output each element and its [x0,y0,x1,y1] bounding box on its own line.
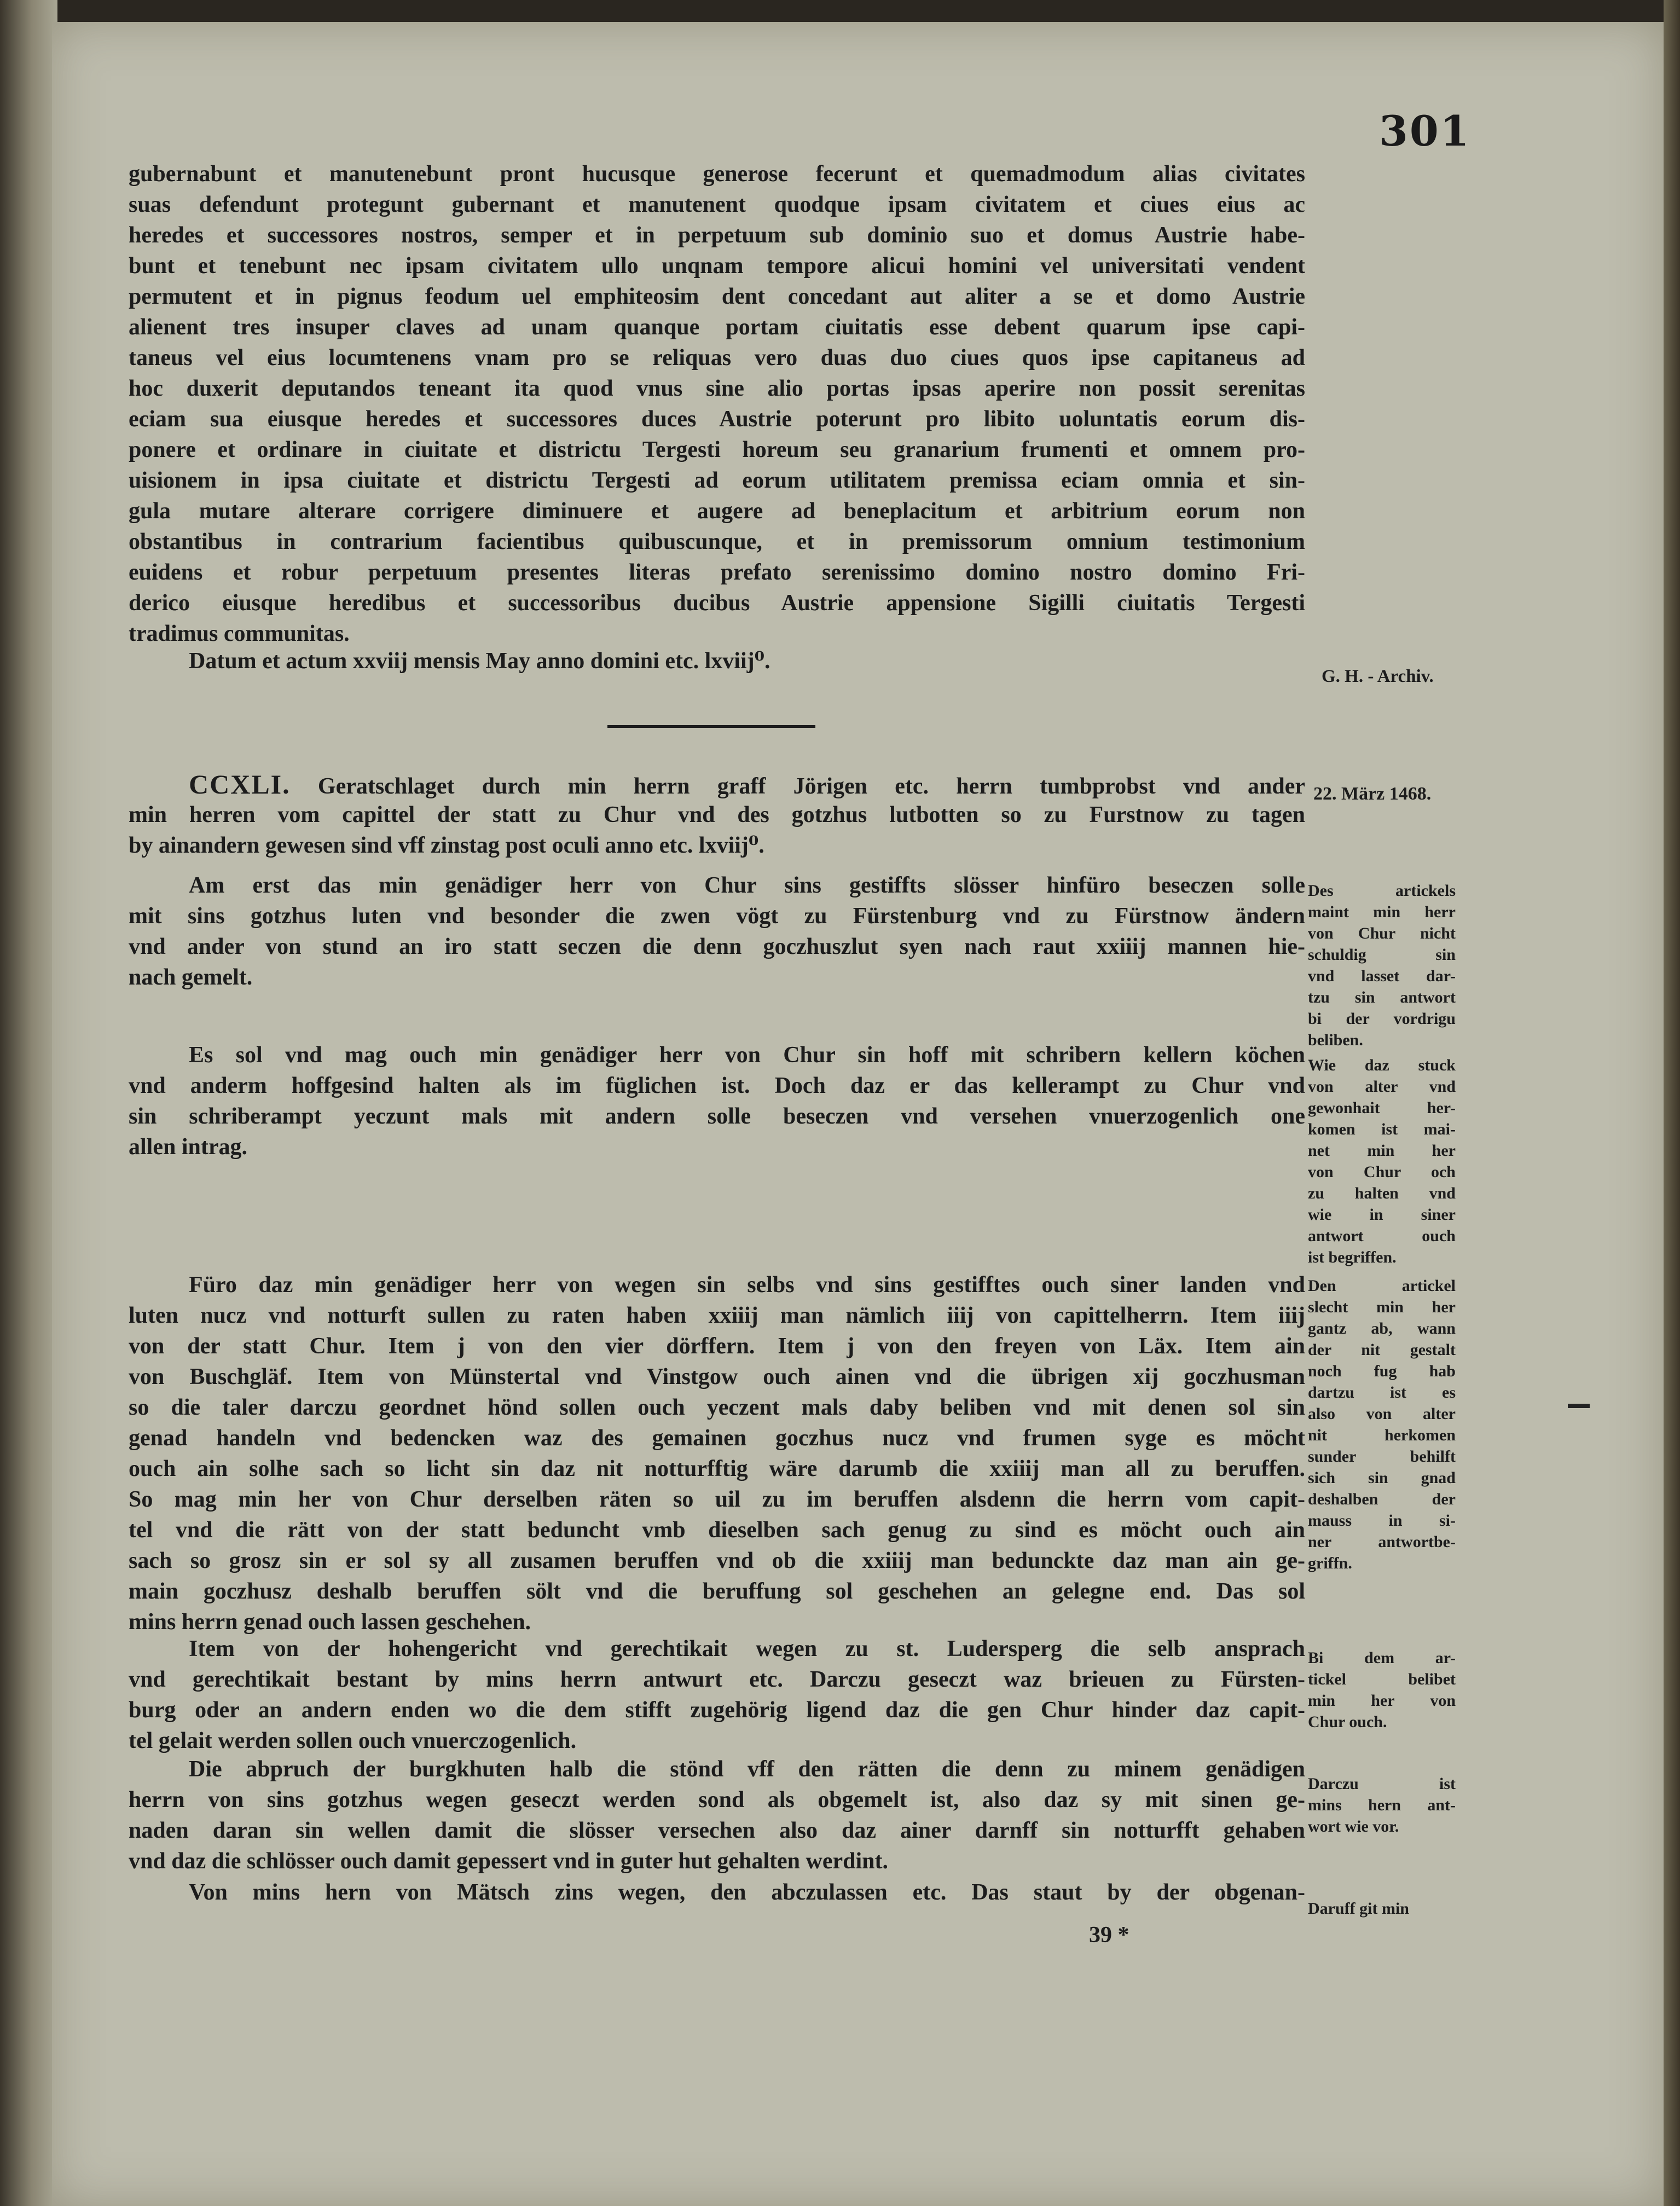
para3-line: so die taler darczu geordnet hönd sollen ouch yeczent mals daby beliben vnd mit denen sol sin [129,1395,1305,1420]
document-intro [129,769,1305,861]
para5-line: vnd daz die schlösser ouch damit gepessert vnd in guter hut gehalten werdint. [129,1849,889,1874]
para4-line: tel gelait werden sollen ouch vnuerczogenlich. [129,1728,577,1753]
para4-line: burg oder an andern enden wo die dem stifft zugehörig ligend daz die gen Chur hinder daz capit- [129,1698,1305,1723]
para3-line: von der statt Chur. Item j von den vier dörffern. Item j von den freyen von Läx. Item ain [129,1334,1305,1359]
paragraph-4 [129,1634,1305,1756]
note1-line: schuldig sin [1308,946,1456,964]
para3-line: main goczhusz deshalb beruffen sölt vnd die beruffung sol geschehen an gelegne end. Das sol [129,1579,1305,1604]
sec1-line: gula mutare alterare corrigere diminuere et augere ad beneplacitum et arbitrium eorum non [129,499,1305,524]
book-gutter [0,0,57,2206]
para5-line: naden daran sin wellen damit die slösser versechen also daz ainer darnff sin notturfft gehaben [129,1818,1305,1843]
note2-line: antwort ouch [1308,1227,1456,1245]
note6-line: Daruff git min [1308,1900,1409,1918]
note5-line: Darczu ist [1308,1775,1456,1793]
intro-line-1 [129,769,1305,800]
para3-line: mins herrn genad ouch lassen geschehen. [129,1609,531,1635]
para3-line: Füro daz min genädiger herr von wegen sin selbs vnd sins gestifftes ouch siner landen vnd [189,1272,1305,1298]
para6-line: Von mins hern von Mätsch zins wegen, den abczulassen etc. Das staut by der obgenan- [189,1880,1305,1905]
note5-line: wort wie vor. [1308,1817,1399,1836]
intro-text-1: Geratschlaget durch min herrn graff Jörigen etc. herrn tumbprobst vnd ander [290,774,1305,799]
sec1-line: alienent tres insuper claves ad unam quanque portam ciuitatis esse debent quarum ipse capi- [129,315,1305,340]
note3-line: nit herkomen [1308,1426,1456,1444]
note1-line: tzu sin antwort [1308,988,1456,1006]
note3-line: mauss in si- [1308,1512,1456,1530]
datum-line-block [129,646,1305,676]
para5-line: Die abpruch der burgkhuten halb die stönd vff den rätten die denn zu minem genädigen [189,1757,1305,1782]
paragraph-2 [129,1040,1305,1162]
note5-line: mins hern ant- [1308,1796,1456,1814]
sec1-line: heredes et successores nostros, semper et in perpetuum sub dominio suo et domus Austrie habe- [129,223,1305,248]
para1-line: Am erst das min genädiger herr von Chur sins gestiffts slösser hinfüro beseczen solle [189,873,1305,898]
note3-line: slecht min her [1308,1298,1456,1316]
sec1-line: euidens et robur perpetuum presentes literas prefato serenissimo domino nostro domino Fri- [129,560,1305,585]
sec1-line: eciam sua eiusque heredes et successores duces Austrie poterunt pro libito uoluntatis eorum dis- [129,407,1305,432]
document-number: CCXLI. [189,769,291,800]
sec1-line: suas defendunt protegunt gubernant et manutenent quodque ipsam civitatem et ciues eius ac [129,192,1305,217]
datum-line: Datum et actum xxviij mensis May anno domini etc. lxviij⁰. [189,649,771,674]
note3-line: deshalben der [1308,1490,1456,1508]
note4-line: min her von [1308,1692,1456,1710]
note1-line: beliben. [1308,1031,1363,1049]
page-number: 301 [1379,107,1471,155]
sec1-line: permutent et in pignus feodum uel emphiteosim dent concedant aut aliter a se et domo Austrie [129,284,1305,309]
para4-line: vnd gerechtikait bestant by mins herrn antwurt etc. Darczu geseczt waz brieuen zu Fürsten- [129,1667,1305,1692]
sec1-line: hoc duxerit deputandos teneant ita quod vnus sine alio portas ipsas aperire non possit serenitas [129,376,1305,401]
sec1-line: gubernabunt et manutenebunt pront hucusque generose fecerunt et quemadmodum alias civitates [129,161,1305,187]
page-edge [1664,0,1680,2206]
note1-line: bi der vordrigu [1308,1010,1456,1028]
note3-line: also von alter [1308,1405,1456,1423]
note4-line: tickel belibet [1308,1670,1456,1688]
note2-line: zu halten vnd [1308,1184,1456,1202]
paragraph-1 [129,870,1305,993]
margin-note-3 [1308,1275,1456,1574]
intro-line-3: by ainandern gewesen sind vff zinstag post oculi anno etc. lxviij⁰. [129,833,764,858]
ink-speck [1568,1404,1590,1408]
margin-note-4 [1308,1647,1456,1733]
note3-line: Den artickel [1308,1277,1456,1295]
para4-line: Item von der hohengericht vnd gerechtikait wegen zu st. Ludersperg die selb ansprach [189,1636,1305,1661]
margin-note-1 [1308,880,1456,1051]
sec1-line: taneus vel eius locumtenens vnam pro se reliquas vero duas duo ciues quos ipse capitaneus ad [129,345,1305,370]
note2-line: ist begriffen. [1308,1248,1397,1266]
sec1-line: derico eiusque heredibus et successoribus ducibus Austrie appensione Sigilli ciuitatis Tergesti [129,590,1305,616]
margin-note-2 [1308,1055,1456,1268]
date-note: 22. März 1468. [1313,784,1432,804]
para1-line: mit sins gotzhus luten vnd besonder die zwen vögt zu Fürstenburg vnd zu Fürstnow ändern [129,904,1305,929]
para5-line: herrn von sins gotzhus wegen geseczt werden sond als obgemelt ist, also daz sy mit sinen ge- [129,1787,1305,1813]
para3-line: sach so grosz sin er sol sy all zusamen beruffen vnd ob die xxiiij man beduncktе daz man ain ge- [129,1548,1305,1573]
sec1-line: uisionem in ipsa ciuitate et districtu Tergesti ad eorum utilitatem premissa eciam omnia et sin- [129,468,1305,493]
para2-line: sin schriberampt yeczunt mals mit andern solle beseczen vnd versehen vnuerzogenlich one [129,1104,1305,1129]
para3-line: von Buschgläf. Item von Münstertal vnd Vinstgow ouch ainen vnd die übrigen xij goczhusman [129,1364,1305,1389]
paragraph-3 [129,1270,1305,1637]
para3-line: ouch ain solhe sach so licht sin daz nit notturfftig wäre darumb die xxiiij man all zu beruffen. [129,1456,1305,1481]
section-divider [607,725,815,728]
para2-line: Es sol vnd mag ouch min genädiger herr von Chur sin hoff mit schribern kellern köchen [189,1043,1305,1068]
note4-line: Bi dem ar- [1308,1649,1456,1667]
note3-line: griffn. [1308,1554,1352,1572]
paragraph-6 [129,1877,1305,1908]
note2-line: net min her [1308,1142,1456,1160]
paragraph-5 [129,1754,1305,1877]
note2-line: gewonhait her- [1308,1099,1456,1117]
note1-line: maint min herr [1308,903,1456,921]
note3-line: sunder behilft [1308,1447,1456,1466]
sec1-line: ponere et ordinare in ciuitate et districtu Tergesti horeum seu granarium frumenti et omnem pro- [129,437,1305,462]
note3-line: gantz ab, wann [1308,1319,1456,1338]
note1-line: von Chur nicht [1308,924,1456,942]
intro-line-2: min herren vom capittel der statt zu Chur vnd des gotzhus lutbotten so zu Furstnow zu tagen [129,802,1305,827]
note4-line: Chur ouch. [1308,1713,1387,1731]
sec1-line: obstantibus in contrarium facientibus quibuscunque, et in premissorum omnium testimonium [129,529,1305,554]
sec1-line: bunt et tenebunt nec ipsam civitatem ullo unqnam tempore alicui homini vel universitati vendent [129,253,1305,279]
margin-note-5 [1308,1773,1456,1837]
para3-line: genad handeln vnd bedencken waz des gemainen goczhus nucz vnd frumen syge es möcht [129,1426,1305,1451]
note2-line: Wie daz stuck [1308,1056,1456,1074]
signature-mark: 39 * [1089,1923,1129,1948]
note3-line: noch fug hab [1308,1362,1456,1380]
sec1-line: tradimus communitas. [129,621,350,646]
note1-line: vnd lasset dar- [1308,967,1456,985]
archive-note: G. H. - Archiv. [1322,667,1434,686]
margin-note-6 [1308,1898,1456,1919]
note3-line: ner antwortbe- [1308,1533,1456,1551]
latin-charter-text [129,159,1305,649]
note3-line: der nit gestalt [1308,1341,1456,1359]
para3-line: So mag min her von Chur derselben räten so uil zu im beruffen alsdenn die herrn vom capit- [129,1487,1305,1512]
note1-line: Des artickels [1308,882,1456,900]
note3-line: sich sin gnad [1308,1469,1456,1487]
para1-line: nach gemelt. [129,965,253,990]
note2-line: wie in siner [1308,1206,1456,1224]
para2-line: vnd anderm hoffgesind halten als im füglichen ist. Doch daz er das kellerampt zu Chur vnd [129,1073,1305,1098]
note2-line: komen ist mai- [1308,1120,1456,1138]
para1-line: vnd ander von stund an iro statt seczen die denn goczhuszlut syen nach raut xxiiij mannen hie- [129,934,1305,959]
para2-line: allen intrag. [129,1134,247,1160]
para3-line: tel vnd die rätt von der statt beduncht vmb dieselben sach genug zu sind es möcht ouch ain [129,1518,1305,1543]
note2-line: von Chur och [1308,1163,1456,1181]
note2-line: von alter vnd [1308,1078,1456,1096]
para3-line: luten nucz vnd notturft sullen zu raten haben xxiiij man nämlich iiij von capittelherrn. Item iiij [129,1303,1305,1328]
note3-line: dartzu ist es [1308,1383,1456,1402]
